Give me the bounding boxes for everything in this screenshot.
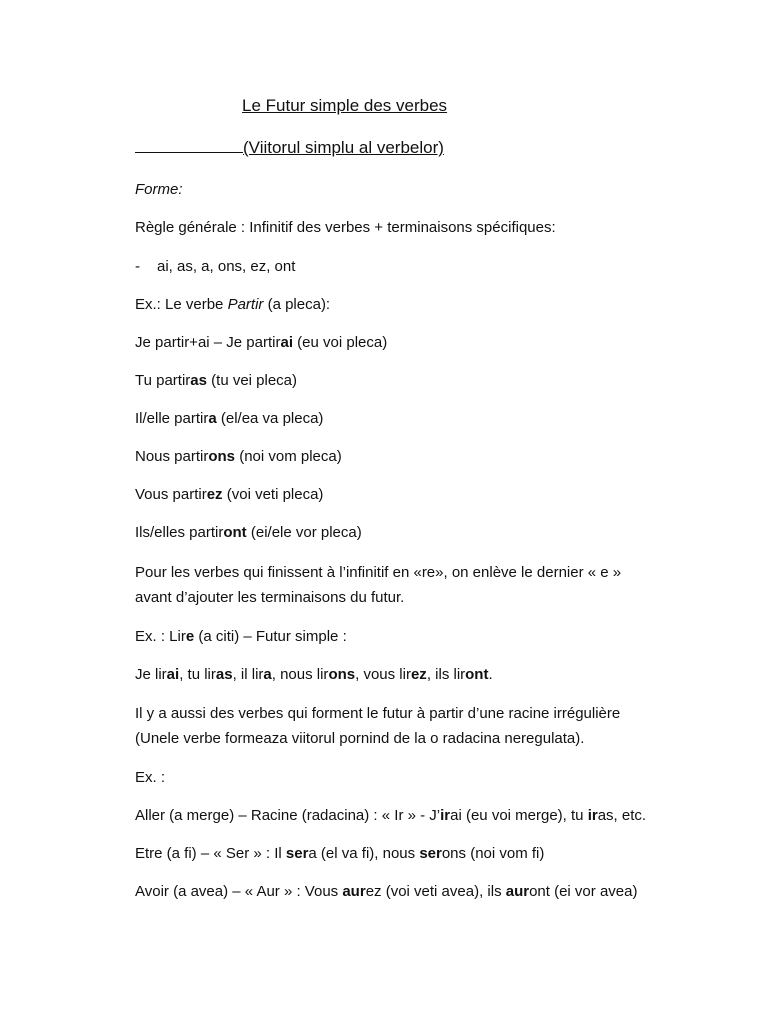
lire-text: Je lir	[135, 666, 167, 683]
example-text: (a citi) – Futur simple :	[194, 628, 347, 645]
avoir-root: aur	[505, 883, 530, 900]
conj-text: Vous partir	[135, 486, 207, 503]
endings-text: ai, as, a, ons, ez, ont	[157, 258, 296, 275]
aller-text: ai (eu voi merge), tu	[450, 807, 588, 824]
conj-translation: (tu vei pleca)	[206, 372, 298, 389]
document-subtitle: (Viitorul simplu al verbelor)	[243, 138, 444, 157]
aller-text: as, etc.	[597, 807, 647, 824]
conj-text: Ils/elles partir	[135, 524, 224, 541]
conj-translation: (voi veti pleca)	[222, 486, 324, 503]
lire-text: , ils lir	[426, 666, 466, 683]
avoir-text: Avoir (a avea) – « Aur » : Vous	[135, 883, 343, 900]
aller-root: ir	[440, 807, 451, 824]
conj-ending: ons	[208, 448, 236, 465]
avoir-text: ez (voi veti avea), ils	[365, 883, 506, 900]
aller-text: Aller (a merge) – Racine (radacina) : « Ir » - J’	[135, 807, 441, 824]
list-dash: -	[135, 258, 140, 275]
conj-translation: (eu voi pleca)	[293, 334, 388, 351]
conj-text: Tu partir	[135, 372, 191, 389]
etre-text: Etre (a fi) – « Ser » : Il	[135, 845, 286, 862]
avoir-text: ont (ei vor avea)	[529, 883, 638, 900]
section-forme: Forme:	[135, 181, 183, 198]
etre-root: ser	[419, 845, 442, 862]
aller-root: ir	[587, 807, 598, 824]
conj-ending: ez	[206, 486, 223, 503]
underline-rule	[135, 138, 243, 153]
lire-text: , il lir	[232, 666, 264, 683]
conj-je	[135, 333, 387, 352]
example-avoir	[135, 882, 637, 901]
conj-text: Il/elle partir	[135, 410, 209, 427]
example-suffix: (a pleca):	[263, 296, 331, 313]
etre-root: ser	[285, 845, 309, 862]
etre-text: ons (noi vom fi)	[441, 845, 545, 862]
example-prefix: Ex.: Le verbe	[135, 296, 228, 313]
lire-text: , vous lir	[355, 666, 411, 683]
lire-text: , nous lir	[271, 666, 329, 683]
example-etre	[135, 844, 544, 863]
conj-text: Nous partir	[135, 448, 209, 465]
lire-conjugation	[135, 665, 493, 684]
example-lire	[135, 627, 347, 646]
lire-ending: as	[215, 666, 233, 683]
example-aller	[135, 806, 646, 825]
conj-il	[135, 409, 323, 428]
lire-ending: ons	[328, 666, 356, 683]
lire-text: .	[488, 666, 493, 683]
irregular-line-1: Il y a aussi des verbes qui forment le futur à partir d’une racine irrégulière	[135, 705, 621, 722]
etre-text: a (el va fi), nous	[308, 845, 420, 862]
example-verb: Partir	[227, 296, 264, 313]
irregular-line-2: (Unele verbe formeaza viitorul pornind de la o radacina neregulata).	[135, 730, 585, 747]
lire-ending: ez	[410, 666, 427, 683]
conj-nous	[135, 447, 342, 466]
conj-ending: ai	[280, 334, 293, 351]
lire-ending: a	[263, 666, 272, 683]
conj-text: Je partir+ai – Je partir	[135, 334, 281, 351]
example-partir	[135, 295, 330, 314]
conj-ending: ont	[223, 524, 247, 541]
general-rule: Règle générale : Infinitif des verbes + terminaisons spécifiques:	[135, 219, 556, 236]
example-label: Ex. :	[135, 769, 166, 786]
conj-translation: (el/ea va pleca)	[216, 410, 324, 427]
conj-tu	[135, 371, 297, 390]
avoir-root: aur	[342, 883, 366, 900]
example-bold: e	[185, 628, 195, 645]
conj-translation: (ei/ele vor pleca)	[246, 524, 362, 541]
conj-ending: as	[190, 372, 207, 389]
endings-list-item	[135, 257, 295, 276]
document-title: Le Futur simple des verbes	[242, 96, 448, 115]
conj-ending: a	[208, 410, 217, 427]
re-rule-line-2: avant d’ajouter les terminaisons du futur.	[135, 589, 405, 606]
re-rule-line-1: Pour les verbes qui finissent à l’infinitif en «re», on enlève le dernier « e »	[135, 564, 622, 581]
lire-text: , tu lir	[179, 666, 216, 683]
example-text: Ex. : Lir	[135, 628, 186, 645]
conj-vous	[135, 485, 323, 504]
lire-ending: ai	[166, 666, 180, 683]
conj-translation: (noi vom pleca)	[235, 448, 342, 465]
conj-ils	[135, 523, 362, 542]
document-subtitle-line	[135, 138, 444, 157]
lire-ending: ont	[465, 666, 489, 683]
